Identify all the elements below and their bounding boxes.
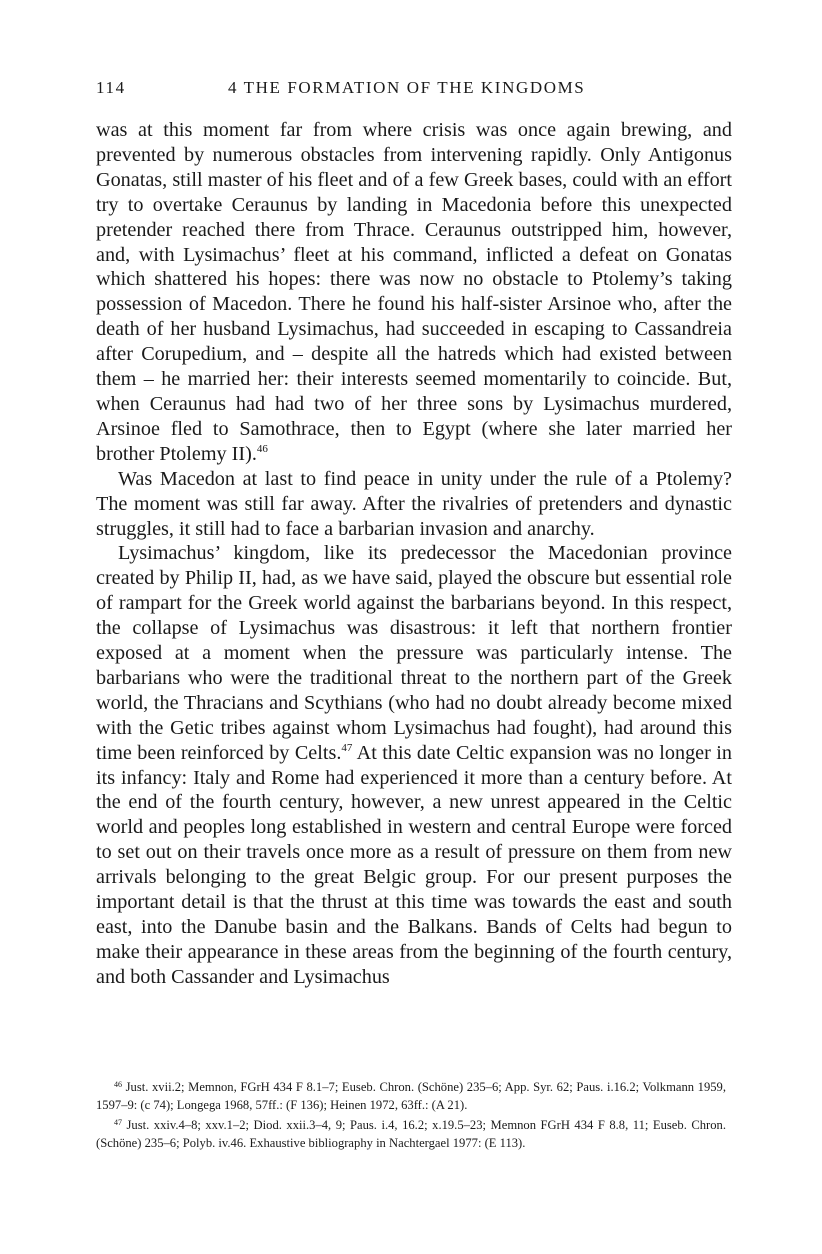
- paragraph: [96, 467, 732, 542]
- footnote: [96, 1114, 726, 1152]
- paragraph: [96, 118, 732, 467]
- footnote-ref: 46: [256, 442, 268, 455]
- paragraph-text: At this date Celtic expansion was no longer in its infancy: Italy and Rome had experienced it more than a century before. At the end of the fourth century, however, a new unrest appeared in the Celtic world and peoples long established in western and central Europe were forced to set out on their travels once more as a result of pressure on them from new arrivals belonging to the great Belgic group. For our present purposes the important detail is that the thrust at this time was towards the east and south east, into the Danube basin and the Balkans. Bands of Celts had begun to make their appearance in these areas from the beginning of the fourth century, and both Cassander and Lysimachus: [96, 741, 732, 988]
- footnote-number: 46: [114, 1080, 122, 1089]
- footnote-text: Just. xxiv.4–8; xxv.1–2; Diod. xxii.3–4, 9; Paus. i.4, 16.2; x.19.5–23; Memnon FGrH 434 F 8.8, 11; Euseb. Chron. (Schöne) 235–6; Polyb. iv.46. Exhaustive bibliography in Nachtergael 1977: (E 113).: [96, 1118, 726, 1150]
- paragraph-text: Lysimachus’ kingdom, like its predecessor the Macedonian province created by Philip II, had, as we have said, played the obscure but essential role of rampart for the Greek world against the barbarians beyond. In this respect, the collapse of Lysimachus was disastrous: it left that northern frontier exposed at a moment when the pressure was particularly intense. The barbarians who were the traditional threat to the northern part of the Greek world, the Thracians and Scythians (who had no doubt already become mixed with the Getic tribes against whom Lysimachus had fought), had around this time been reinforced by Celts.: [96, 542, 732, 764]
- body-text: [96, 118, 732, 990]
- footnote-text: Just. xvii.2; Memnon, FGrH 434 F 8.1–7; Euseb. Chron. (Schöne) 235–6; App. Syr. 62; Paus. i.16.2; Volkmann 1959, 1597–9: (c 74); Longega 1968, 57ff.: (F 136); Heinen 1972, 63ff.: (A 21).: [96, 1080, 726, 1112]
- paragraph: [96, 541, 732, 989]
- footnote-number: 47: [114, 1118, 122, 1127]
- chapter-title: 4 THE FORMATION OF THE KINGDOMS: [228, 78, 586, 97]
- paragraph-text: was at this moment far from where crisis was once again brewing, and prevented by numerous obstacles from intervening rapidly. Only Antigonus Gonatas, still master of his fleet and of a few Greek bases, could with an effort try to overtake Ceraunus by landing in Macedonia before this unexpected pretender reached there from Thrace. Ceraunus outstripped him, however, and, with Lysimachus’ fleet at his command, inflicted a defeat on Gonatas which shattered his hopes: there was now no obstacle to Ptolemy’s taking possession of Macedon. There he found his half-sister Arsinoe who, after the death of her husband Lysimachus, had succeeded in escaping to Cassandreia after Corupedium, and – despite all the hatreds which had existed between them – he married her: their interests seemed momentarily to coincide. But, when Ceraunus had had two of her three sons by Lysimachus murdered, Arsinoe fled to Samothrace, then to Egypt (where she later married her brother Ptolemy II).: [96, 119, 732, 465]
- paragraph-text: Was Macedon at last to find peace in unity under the rule of a Ptolemy? The moment was still far away. After the rivalries of pretenders and dynastic struggles, it still had to face a barbarian invasion and anarchy.: [96, 467, 732, 540]
- page-number: 114: [96, 78, 126, 97]
- footnote-ref: 47: [341, 741, 353, 754]
- page-body: [96, 114, 732, 990]
- footnotes: [96, 1076, 726, 1152]
- running-head: [96, 78, 732, 106]
- footnote: [96, 1076, 726, 1114]
